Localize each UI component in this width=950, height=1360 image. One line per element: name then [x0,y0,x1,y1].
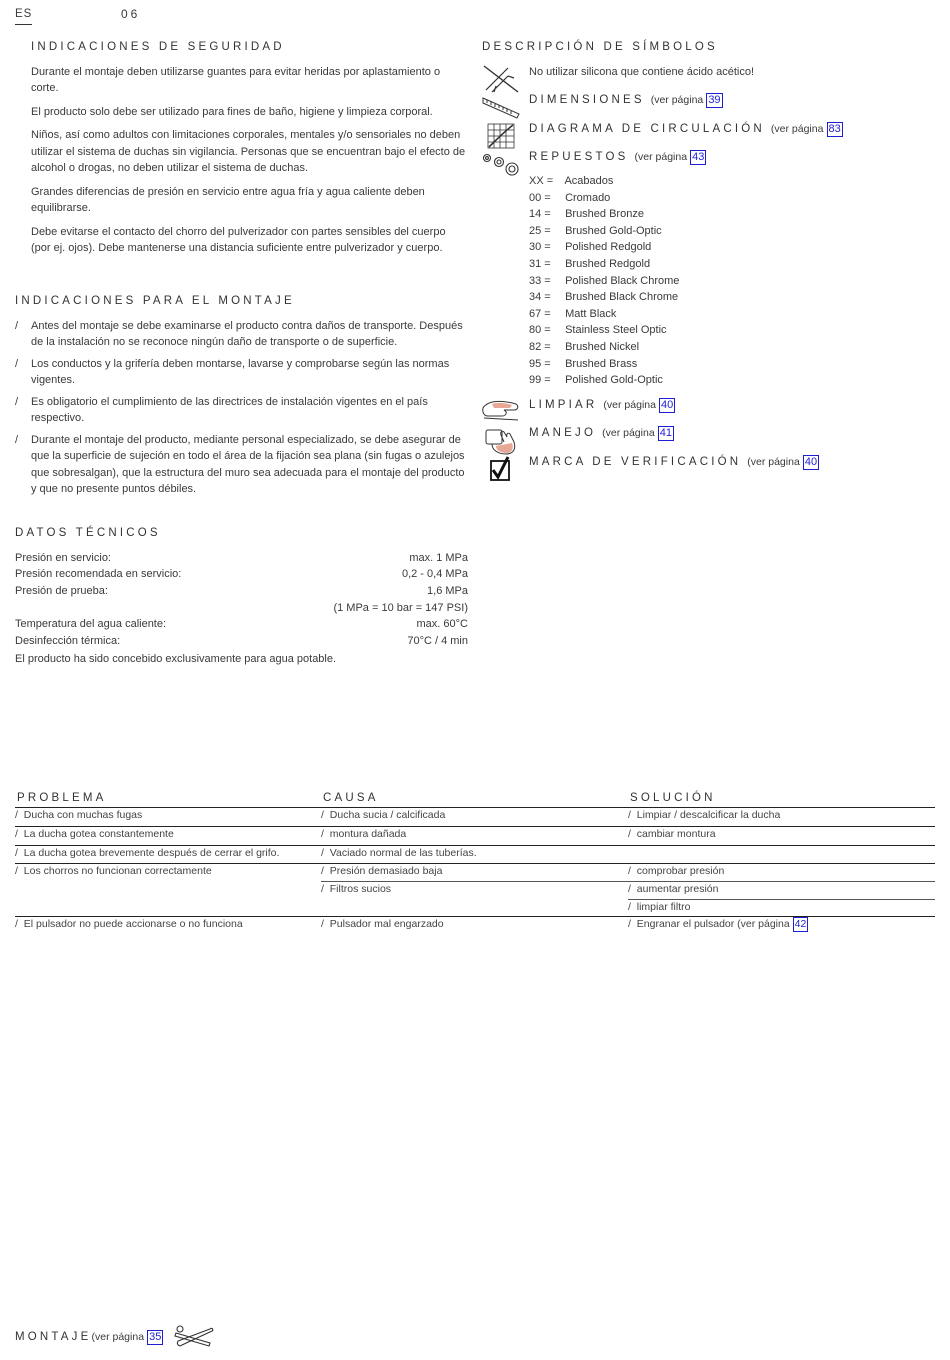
safety-section [31,39,467,264]
technical-row [15,566,468,583]
table-row [628,826,716,843]
column-header-solution: SOLUCIÓN [630,792,716,804]
cause-cell: Presión demasiado baja [329,865,443,877]
finish-code: XX = [529,175,554,187]
bullet-marker: / [15,433,19,446]
technical-title: DATOS TÉCNICOS [15,527,161,539]
mounting-item-text: Antes del montaje se debe examinarse el producto contra daños de transporte. Después de la instalación no se reconoce ningún daño de transporte o de superficie. [31,319,463,348]
finish-name: Polished Black Chrome [565,274,680,287]
technical-row [15,550,468,567]
bullet-marker: / [15,319,19,332]
finish-name: Brushed Gold-Optic [565,224,662,237]
finish-code: 30 = [529,241,551,254]
safety-paragraph: El producto solo debe ser utilizado para fines de baño, higiene y limpieza corporal. [31,105,433,118]
finish-name: Brushed Black Chrome [565,291,679,304]
silicone-gun-icon [482,64,520,94]
pushbutton-page-link[interactable]: 42 [794,918,807,930]
technical-label: Desinfección térmica: [15,635,121,648]
handling-hand-icon [482,426,520,456]
check-label: MARCA DE VERIFICACIÓN [529,456,742,468]
technical-label: Presión de prueba: [15,584,108,597]
mounting-item [15,394,467,427]
finish-code: 25 = [529,224,551,237]
table-row [628,899,690,916]
safety-paragraph: Grandes diferencias de presión en servicio entre agua fría y agua caliente deben equilibrarse. [31,185,425,214]
finish-code: 99 = [529,374,551,387]
symbol-spare-parts [529,149,706,166]
row-marker: / [628,918,631,930]
row-marker: / [15,847,18,859]
technical-label: Presión recomendada en servicio: [15,568,182,581]
cause-cell: Ducha sucia / calcificada [329,809,446,821]
technical-row [15,616,468,633]
solution-cell: comprobar presión [636,865,725,877]
safety-paragraph: Durante el montaje deben utilizarse guantes para evitar heridas por aplastamiento o corte. [31,65,441,94]
table-row [321,863,442,880]
flow-label: DIAGRAMA DE CIRCULACIÓN [529,123,765,135]
finish-item [529,273,679,290]
page-number: 06 [121,7,141,21]
finish-code: 00 = [529,191,551,204]
solution-cell: aumentar presión [636,883,719,895]
table-row [321,807,445,824]
finish-name: Stainless Steel Optic [565,324,667,337]
mounting-item-text: Los conductos y la grifería deben montarse, lavarse y comprobarse según las normas vigentes. [31,357,450,386]
table-row [628,881,718,898]
symbol-clean [529,397,675,414]
finish-item [529,256,679,273]
column-header-cause: CAUSA [323,792,379,804]
finish-code: 31 = [529,257,551,270]
checkbox-icon [482,454,520,484]
finish-name: Acabados [564,175,614,187]
table-row [15,863,212,880]
solution-cell: Limpiar / descalcificar la ducha [636,809,781,821]
symbol-flow-diagram [529,121,843,138]
problem-cell: La ducha gotea constantemente [23,828,174,840]
row-marker: / [628,809,631,821]
table-row [628,916,808,933]
see-page-text: (ver página [634,151,688,163]
ruler-icon [482,94,520,120]
row-marker: / [15,809,18,821]
finish-code: 14 = [529,208,551,221]
handling-label: MANEJO [529,427,597,439]
table-row [321,845,477,862]
row-marker: / [628,883,631,895]
technical-value: 70°C / 4 min [407,635,468,648]
problem-cell: La ducha gotea brevemente después de cerrar el grifo. [23,847,280,859]
table-row [15,845,279,862]
cause-cell: Vaciado normal de las tuberías. [329,847,477,859]
finish-name: Brushed Redgold [565,257,651,270]
see-page-text: (ver página [650,94,704,106]
finish-name: Cromado [565,191,611,204]
spare-parts-icon [482,151,520,179]
finish-item [529,239,679,256]
clean-label: LIMPIAR [529,399,598,411]
finish-item [529,322,679,339]
table-row [15,916,243,933]
finish-code: 34 = [529,291,551,304]
finish-code: 80 = [529,324,551,337]
cleaning-hand-icon [482,396,520,424]
solution-cell: Engranar el pulsador (ver página [636,918,790,930]
finish-code: 33 = [529,274,551,287]
finish-item [529,223,679,240]
finish-item [529,339,679,356]
table-row [321,916,444,933]
technical-row [15,600,468,617]
bullet-marker: / [15,395,19,408]
symbol-handling [529,425,674,442]
mounting-section [15,293,467,503]
table-row [628,863,724,880]
symbols-title: DESCRIPCIÓN DE SÍMBOLOS [482,41,718,53]
table-row [628,807,780,824]
silicone-warning: No utilizar silicona que contiene ácido acético! [529,66,755,78]
solution-cell: cambiar montura [636,828,716,840]
finish-item [529,306,679,323]
row-marker: / [628,901,631,913]
table-rule [15,807,935,808]
see-page-text: (ver página [770,123,824,135]
column-header-problem: PROBLEMA [17,792,107,804]
symbol-check-mark [529,454,819,471]
see-page-text: (ver página [747,456,800,468]
technical-row [15,583,468,600]
safety-paragraph: Niños, así como adultos con limitaciones corporales, mentales y/o sensoriales no deben utilizar el sistema de duchas sin vigilancia. Personas que se encuentran bajo el efecto de alcohol o drogas, no deben utilizar el sistema de duchas. [31,129,466,174]
technical-label: Temperatura del agua caliente: [15,618,167,631]
row-marker: / [628,865,631,877]
finish-item [529,356,679,373]
mounting-item [15,318,467,351]
finishes-list [529,173,679,389]
table-row [15,826,174,843]
mounting-item [15,356,467,389]
symbol-dimensions [529,92,723,109]
clean-page-link[interactable]: 40 [661,399,674,411]
finish-item [529,190,679,207]
safety-paragraph: Debe evitarse el contacto del chorro del pulverizador con partes sensibles del cuerpo (por ej. ojos). Debe mantenerse una distancia suficiente entre pulverizador y cuerpo. [31,225,446,254]
footer-page-link[interactable]: 35 [149,1330,162,1343]
bullet-marker: / [15,357,19,370]
row-marker: / [321,809,324,821]
finish-item [529,372,679,389]
dimensions-label: DIMENSIONES [529,94,645,106]
finish-code: 82 = [529,340,551,353]
finish-name: Brushed Bronze [565,208,644,221]
cause-cell: Pulsador mal engarzado [329,918,444,930]
row-marker: / [15,918,18,930]
problem-cell: Los chorros no funcionan correctamente [23,865,212,877]
finish-name: Matt Black [565,307,617,320]
see-page-text: (ver página [603,399,656,411]
finish-name: Brushed Nickel [565,340,640,353]
technical-value: max. 60°C [416,618,468,631]
row-marker: / [321,847,324,859]
table-row [321,826,406,843]
row-marker: / [15,828,18,840]
parts-label: REPUESTOS [529,151,629,163]
problem-cell: Ducha con muchas fugas [23,809,143,821]
table-row [321,881,391,898]
problem-cell: El pulsador no puede accionarse o no funciona [23,918,243,930]
mounting-item [15,432,467,498]
handling-page-link[interactable]: 41 [659,427,672,439]
finish-code: 95 = [529,357,551,370]
mounting-title: INDICACIONES PARA EL MONTAJE [15,295,295,307]
see-page-text: (ver página [602,427,655,439]
language-code: ES [15,6,32,25]
footer-mounting [15,1325,214,1349]
check-page-link[interactable]: 40 [804,456,818,468]
finish-item [529,173,679,190]
row-marker: / [321,883,324,895]
mounting-item-text: Durante el montaje del producto, mediante personal especializado, se debe asegurar de que la superficie de sujeción en todo el área de la fijación sea plana (sin fugas o azulejos que sobresalgan), que la estructura del muro sea adecuada para el montaje del producto y que no presente puntos débiles. [31,433,465,495]
finish-name: Brushed Brass [565,357,638,370]
flow-chart-icon [482,122,520,150]
technical-label: Presión en servicio: [15,551,111,564]
row-marker: / [321,918,324,930]
technical-section [15,525,468,650]
row-marker: / [628,828,631,840]
cause-cell: Filtros sucios [329,883,392,895]
table-row [15,807,142,824]
parts-page-link[interactable]: 43 [692,151,705,163]
technical-row [15,633,468,650]
finish-code: 67 = [529,307,551,320]
tools-icon [174,1325,214,1349]
finish-item [529,206,679,223]
dimensions-page-link[interactable]: 39 [708,94,721,106]
technical-value: max. 1 MPa [409,551,468,564]
flow-page-link[interactable]: 83 [828,123,841,135]
potable-water-note: El producto ha sido concebido exclusivamente para agua potable. [15,653,337,665]
technical-value: 0,2 - 0,4 MPa [401,568,468,581]
finish-item [529,289,679,306]
technical-value: (1 MPa = 10 bar = 147 PSI) [333,601,468,614]
cause-cell: montura dañada [329,828,407,840]
mounting-item-text: Es obligatorio el cumplimiento de las directrices de instalación vigentes en el país respectivo. [31,395,428,424]
see-page-text: (ver página [91,1330,145,1343]
technical-value: 1,6 MPa [427,584,468,597]
row-marker: / [321,828,324,840]
row-marker: / [15,865,18,877]
footer-mounting-label: MONTAJE [15,1330,92,1343]
finish-name: Polished Gold-Optic [565,374,663,387]
safety-title: INDICACIONES DE SEGURIDAD [31,41,285,53]
finish-name: Polished Redgold [565,241,652,254]
solution-cell: limpiar filtro [636,901,691,913]
row-marker: / [321,865,324,877]
